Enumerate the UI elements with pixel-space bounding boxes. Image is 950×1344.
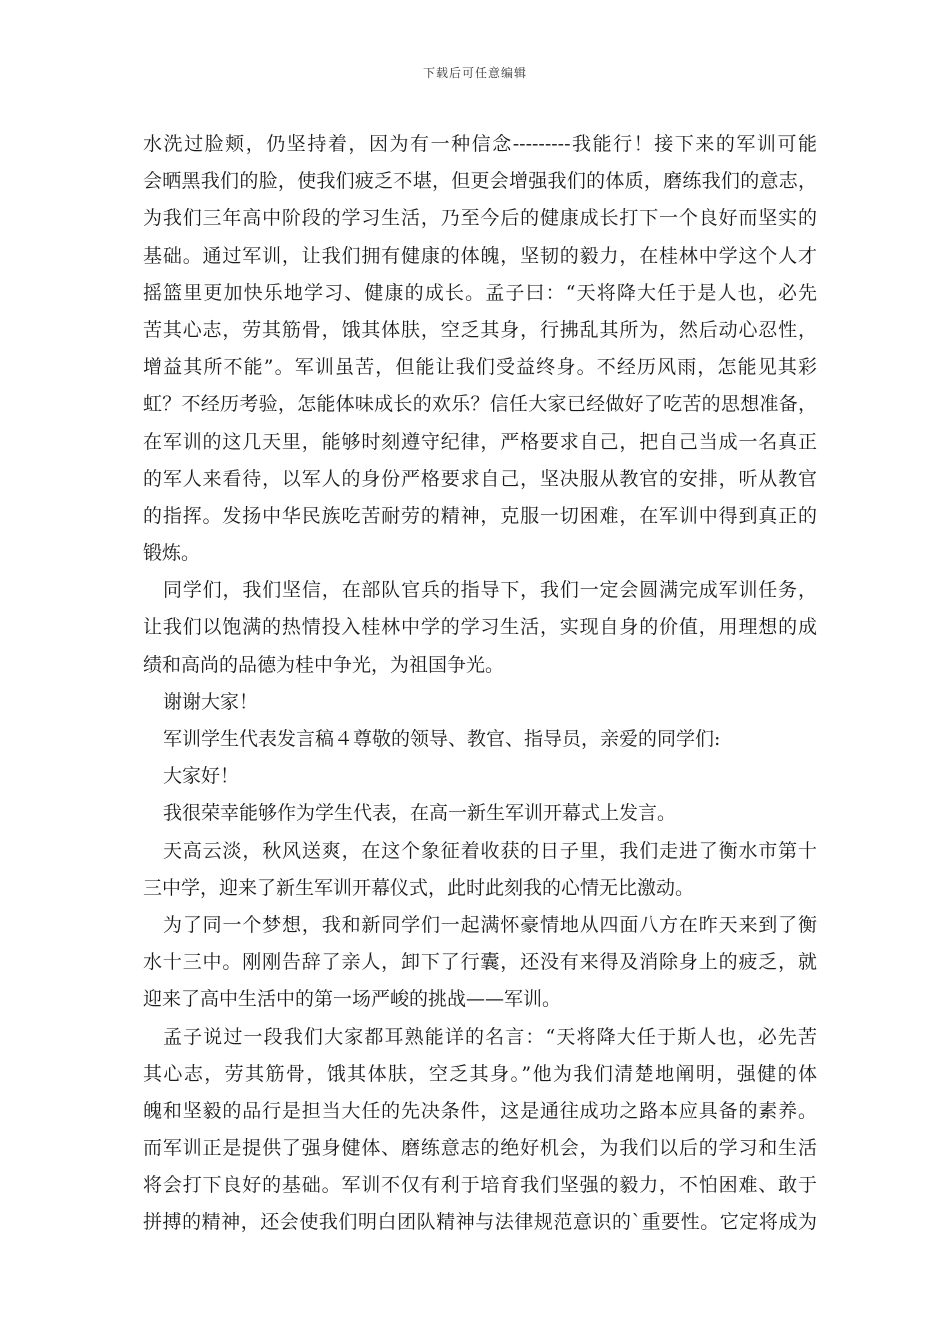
text-line: 将会打下良好的基础。军训不仅有利于培育我们坚强的毅力，不怕困难、敢于 bbox=[143, 1174, 817, 1197]
text-line: 而军训正是提供了强身健体、磨练意志的绝好机会，为我们以后的学习和生活 bbox=[143, 1137, 817, 1160]
text-line: 的军人来看待，以军人的身份严格要求自己，坚决服从教官的安排，听从教官 bbox=[143, 467, 817, 490]
text-line: 的指挥。发扬中华民族吃苦耐劳的精神，克服一切困难，在军训中得到真正的 bbox=[143, 504, 817, 527]
text-line: 绩和高尚的品德为桂中争光，为祖国争光。 bbox=[143, 653, 505, 676]
document-body bbox=[143, 126, 817, 1242]
text-line: 为了同一个梦想，我和新同学们一起满怀豪情地从四面八方在昨天来到了衡 bbox=[163, 913, 817, 936]
text-line: 孟子说过一段我们大家都耳熟能详的名言：“天将降大任于斯人也，必先苦 bbox=[163, 1025, 817, 1048]
text-line: 谢谢大家！ bbox=[163, 690, 259, 713]
text-line: 让我们以饱满的热情投入桂林中学的学习生活，实现自身的价值，用理想的成 bbox=[143, 616, 817, 639]
text-line: 我很荣幸能够作为学生代表，在高一新生军训开幕式上发言。 bbox=[163, 802, 677, 825]
text-line: 拼搏的精神，还会使我们明白团队精神与法律规范意识的`重要性。它定将成为 bbox=[143, 1211, 817, 1234]
text-line: 水洗过脸颊，仍坚持着，因为有一种信念---------我能行！接下来的军训可能 bbox=[143, 133, 817, 155]
text-line: 魄和坚毅的品行是担当大任的先决条件，这是通往成功之路本应具备的素养。 bbox=[143, 1099, 817, 1122]
text-line: 会晒黑我们的脸，使我们疲乏不堪，但更会增强我们的体质，磨练我们的意志， bbox=[143, 170, 817, 193]
text-line: 三中学，迎来了新生军训开幕仪式，此时此刻我的心情无比激动。 bbox=[143, 876, 695, 899]
text-line: 军训学生代表发言稿４尊敬的领导、教官、指导员，亲爱的同学们: bbox=[163, 728, 721, 750]
text-line: 锻炼。 bbox=[143, 542, 201, 565]
text-line: 苦其心志，劳其筋骨，饿其体肤，空乏其身，行拂乱其所为，然后动心忍性， bbox=[143, 318, 817, 341]
text-line: 摇篮里更加快乐地学习、健康的成长。孟子曰：“天将降大任于是人也，必先 bbox=[143, 281, 817, 304]
text-line: 同学们，我们坚信，在部队官兵的指导下，我们一定会圆满完成军训任务， bbox=[163, 579, 817, 602]
text-line: 为我们三年高中阶段的学习生活，乃至今后的健康成长打下一个良好而坚实的 bbox=[143, 207, 817, 230]
text-line: 增益其所不能”。军训虽苦，但能让我们受益终身。不经历风雨，怎能见其彩 bbox=[143, 356, 817, 379]
text-line: 天高云淡，秋风送爽，在这个象征着收获的日子里，我们走进了衡水市第十 bbox=[163, 839, 817, 862]
text-line: 在军训的这几天里，能够时刻遵守纪律，严格要求自己，把自己当成一名真正 bbox=[143, 430, 817, 453]
page-header: 下载后可任意编辑 bbox=[422, 66, 527, 80]
text-line: 大家好！ bbox=[163, 765, 240, 788]
text-line: 基础。通过军训，让我们拥有健康的体魄，坚韧的毅力，在桂林中学这个人才 bbox=[143, 244, 817, 267]
text-line: 水十三中。刚刚告辞了亲人，卸下了行囊，还没有来得及消除身上的疲乏，就 bbox=[143, 951, 817, 974]
text-line: 迎来了高中生活中的第一场严峻的挑战——军训。 bbox=[143, 988, 562, 1011]
text-line: 虹？不经历考验，怎能体味成长的欢乐？信任大家已经做好了吃苦的思想准备， bbox=[143, 393, 817, 416]
text-line: 其心志，劳其筋骨，饿其体肤，空乏其身。”他为我们清楚地阐明，强健的体 bbox=[143, 1062, 817, 1085]
